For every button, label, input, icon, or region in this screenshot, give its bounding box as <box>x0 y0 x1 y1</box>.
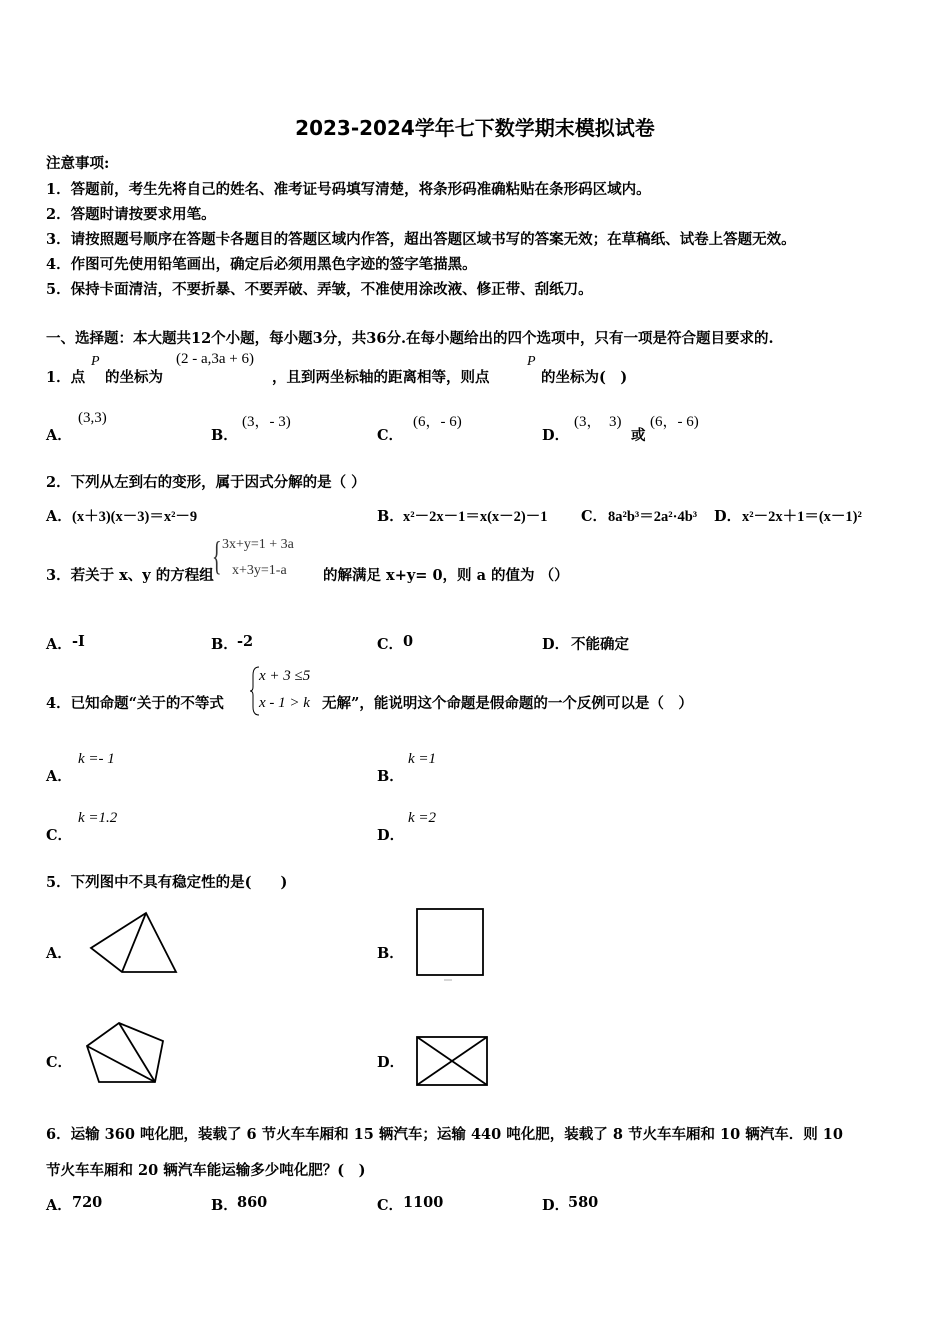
option-value: 不能确定 <box>571 636 629 653</box>
figure-pentagon <box>84 1020 168 1088</box>
q4-tail: 无解”，能说明这个命题是假命题的一个反例可以是（ ） <box>322 695 693 712</box>
option-value: 8a²b³＝2a²·4b³ <box>608 509 698 525</box>
q3-eq1: 3x+y=1 + 3a <box>222 537 294 552</box>
q6-line2: 节火车车厢和 20 辆汽车能运输多少吨化肥？( ) <box>46 1162 366 1179</box>
option-label: B． <box>211 636 238 653</box>
option-value: k =1.2 <box>78 810 118 826</box>
figure-square <box>414 907 486 981</box>
page-title: 2023-2024学年七下数学期末模拟试卷 <box>295 116 655 140</box>
figure-triangles <box>88 910 180 976</box>
option-label: D． <box>714 508 742 525</box>
q1-num: 1．点 <box>46 369 86 386</box>
q1-point-p2: P <box>527 354 536 369</box>
section-heading: 一、选择题：本大题共12个小题，每小题3分，共36分.在每小题给出的四个选项中，只有一项是符合题目要求的. <box>46 330 774 347</box>
q2-stem: 2．下列从左到右的变形，属于因式分解的是（ ） <box>46 474 366 491</box>
q4-stem: 4．已知命题“关于的不等式 <box>46 695 224 712</box>
option-value: -I <box>72 633 85 650</box>
option-label: D． <box>542 636 570 653</box>
q1-text3: 的坐标为( ) <box>541 369 628 386</box>
note-item: 5．保持卡面清洁，不要折暴、不要弄破、弄皱，不准使用涂改液、修正带、刮纸刀。 <box>46 281 593 298</box>
option-value: 580 <box>568 1194 599 1211</box>
option-label: A． <box>46 427 72 444</box>
q5-stem: 5．下列图中不具有稳定性的是( ) <box>46 874 288 891</box>
note-item: 2．答题时请按要求用笔。 <box>46 206 216 223</box>
option-label: A． <box>46 1197 72 1214</box>
option-label: A． <box>46 768 72 785</box>
option-label: B． <box>211 427 238 444</box>
option-label: C． <box>46 1054 73 1071</box>
option-label: B． <box>377 945 404 962</box>
option-value: (3，- 3) <box>242 414 291 430</box>
option-value: 860 <box>237 1194 268 1211</box>
option-label: C． <box>46 827 73 844</box>
option-value: -2 <box>237 633 254 650</box>
option-value: k =2 <box>408 810 437 826</box>
q6-line1: 6．运输 360 吨化肥，装载了 6 节火车车厢和 15 辆汽车；运输 440 吨化肥，装载了 8 节火车车厢和 10 辆汽车．则 10 <box>46 1126 843 1143</box>
option-value: (6，- 6) <box>650 414 699 430</box>
option-label: B． <box>377 768 404 785</box>
option-value: k =1 <box>408 751 437 767</box>
option-label: C． <box>581 508 608 525</box>
note-item: 1．答题前，考生先将自己的姓名、准考证号码填写清楚，将条形码准确粘贴在条形码区域内。 <box>46 181 651 198</box>
q1-point-p: P <box>91 354 100 369</box>
q3-brace: { <box>212 533 222 578</box>
option-label: A． <box>46 508 72 525</box>
option-label: A． <box>46 636 72 653</box>
option-value: (3,3) <box>78 410 107 426</box>
figure-rectangle-diagonals <box>414 1034 490 1088</box>
option-label: D． <box>542 1197 570 1214</box>
note-item: 4．作图可先使用铅笔画出，确定后必须用黑色字迹的签字笔描黑。 <box>46 256 477 273</box>
option-value: x²－2x－1＝x(x－2)－1 <box>403 509 548 525</box>
option-label: B． <box>211 1197 238 1214</box>
q3-tail: 的解满足 x+y= 0，则 a 的值为 （） <box>323 567 569 584</box>
q3-eq2: x+3y=1-a <box>232 563 287 578</box>
option-label: C． <box>377 1197 404 1214</box>
option-value: x²－2x＋1＝(x－1)² <box>742 509 862 525</box>
option-label: C． <box>377 427 404 444</box>
q1-coord: (2 - a,3a + 6) <box>176 351 255 367</box>
option-label: A． <box>46 945 72 962</box>
option-value: 0 <box>403 633 414 650</box>
q4-ineq1: x + 3 ≤5 <box>259 668 311 684</box>
q1-mid: 的坐标为 <box>105 369 163 386</box>
option-value: k =- 1 <box>78 751 115 767</box>
option-value: (6，- 6) <box>413 414 462 430</box>
q4-ineq2: x - 1 > k <box>259 695 310 711</box>
option-value: 1100 <box>403 1194 444 1211</box>
option-value: (3， 3) <box>574 414 622 430</box>
option-label: D． <box>377 1054 405 1071</box>
option-value: 720 <box>72 1194 103 1211</box>
notes-heading: 注意事项: <box>46 155 110 172</box>
option-label: D． <box>377 827 405 844</box>
option-label: B． <box>377 508 404 525</box>
option-value: (x＋3)(x－3)＝x²－9 <box>72 509 198 525</box>
q1-text2: ，且到两坐标轴的距离相等，则点 <box>272 369 490 386</box>
option-label: D． <box>542 427 570 444</box>
q3-stem: 3．若关于 x、y 的方程组 <box>46 567 214 584</box>
option-or: 或 <box>631 427 646 444</box>
note-item: 3．请按照题号顺序在答题卡各题目的答题区域内作答，超出答题区域书写的答案无效；在草稿纸、试卷上答题无效。 <box>46 231 796 248</box>
option-label: C． <box>377 636 404 653</box>
